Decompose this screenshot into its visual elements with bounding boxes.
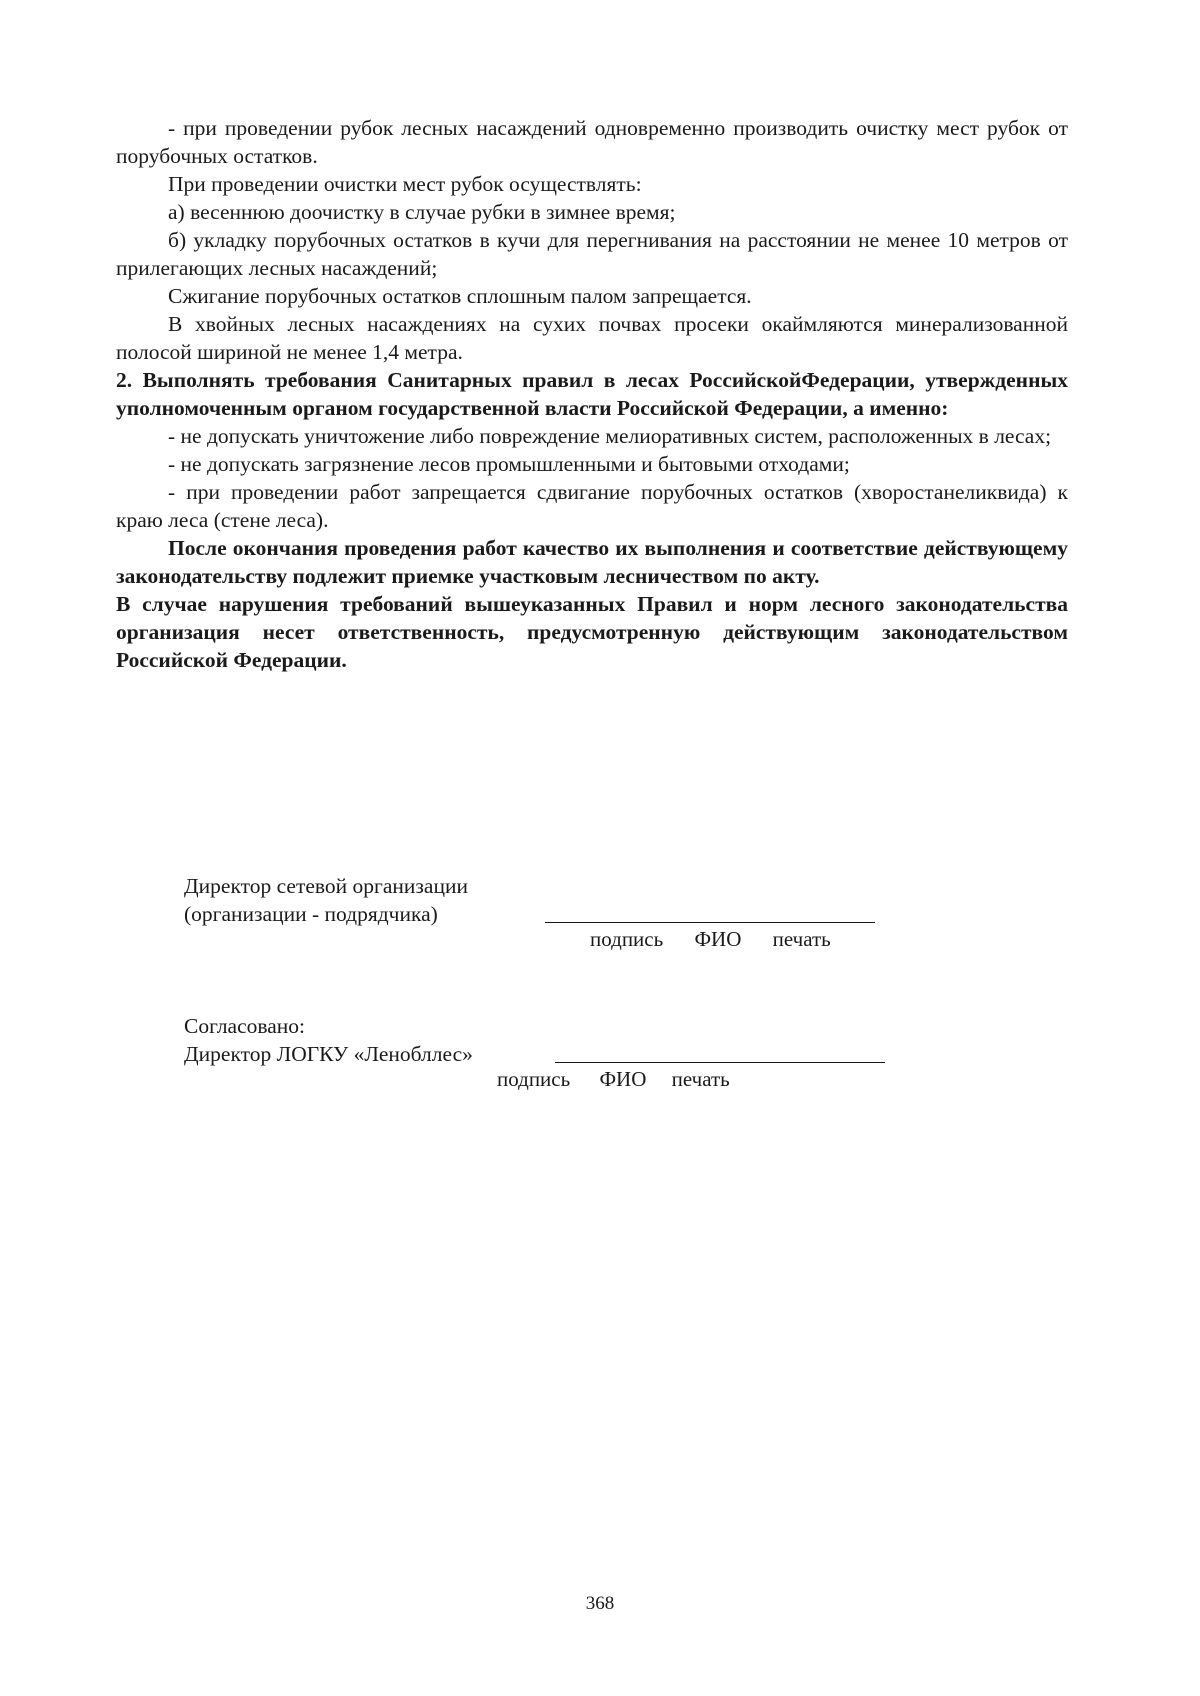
- paragraph-pollution: - не допускать загрязнение лесов промышленными и бытовыми отходами;: [168, 452, 850, 476]
- paragraph-cleanup-intro: При проведении очистки мест рубок осуществлять:: [168, 172, 642, 196]
- director-signature-line: [545, 922, 875, 923]
- director-subtitle: (организации - подрядчика): [184, 902, 438, 926]
- paragraph-acceptance: После окончания проведения работ качество их выполнения и соответствие действующему законодательству подлежит приемке участковым лесничеством по акту.: [116, 536, 1068, 588]
- caption-full-name: ФИО: [694, 927, 742, 951]
- page-number: 368: [585, 1593, 615, 1614]
- document-body: [116, 114, 1068, 674]
- approval-signature-caption: [497, 1067, 730, 1092]
- caption-seal: печать: [772, 927, 831, 951]
- approval-signature-line: [555, 1062, 885, 1063]
- caption-signature: подпись: [590, 927, 664, 951]
- paragraph-liability: [116, 590, 1068, 674]
- approval-block: [184, 1012, 473, 1068]
- caption-seal: печать: [671, 1067, 730, 1091]
- paragraph-coniferous-clearings: В хвойных лесных насаждениях на сухих почвах просеки окаймляются минерализованной полосой шириной не менее 1,4 метра.: [116, 312, 1068, 364]
- paragraph-burning-prohibited: Сжигание порубочных остатков сплошным палом запрещается.: [168, 284, 752, 308]
- paragraph-item-a: а) весеннюю доочистку в случае рубки в зимнее время;: [168, 200, 676, 224]
- caption-signature: подпись: [497, 1067, 571, 1091]
- section-heading-sanitary-rules: 2. Выполнять требования Санитарных правил в лесах РоссийскойФедерации, утвержденных уполномоченным органом государственной власти Российской Федерации, а именно:: [116, 368, 1068, 420]
- director-title: Директор сетевой организации: [184, 874, 468, 898]
- paragraph-item-b: б) укладку порубочных остатков в кучи для перегнивания на расстоянии не менее 10 метров от прилегающих лесных насаждений;: [116, 228, 1068, 280]
- liability-text: В случае нарушения требований вышеуказанных Правил и норм лесного законодательства организация несет ответственность, предусмотренную действующим законодательством Российской Федерации.: [116, 592, 1068, 672]
- paragraph-melioration-systems: - не допускать уничтожение либо повреждение мелиоративных систем, расположенных в лесах;: [168, 424, 1052, 448]
- approval-label: Согласовано:: [184, 1014, 306, 1038]
- director-signature-block: [184, 872, 468, 928]
- caption-full-name: ФИО: [599, 1067, 647, 1091]
- director-signature-caption: [590, 927, 831, 952]
- paragraph-slash-moving: - при проведении работ запрещается сдвигание порубочных остатков (хворостанеликвида) к краю леса (стене леса).: [116, 480, 1068, 532]
- paragraph-cleanup-during-felling: - при проведении рубок лесных насаждений одновременно производить очистку мест рубок от порубочных остатков.: [116, 116, 1068, 168]
- approval-director: Директор ЛОГКУ «Ленобллес»: [184, 1042, 473, 1066]
